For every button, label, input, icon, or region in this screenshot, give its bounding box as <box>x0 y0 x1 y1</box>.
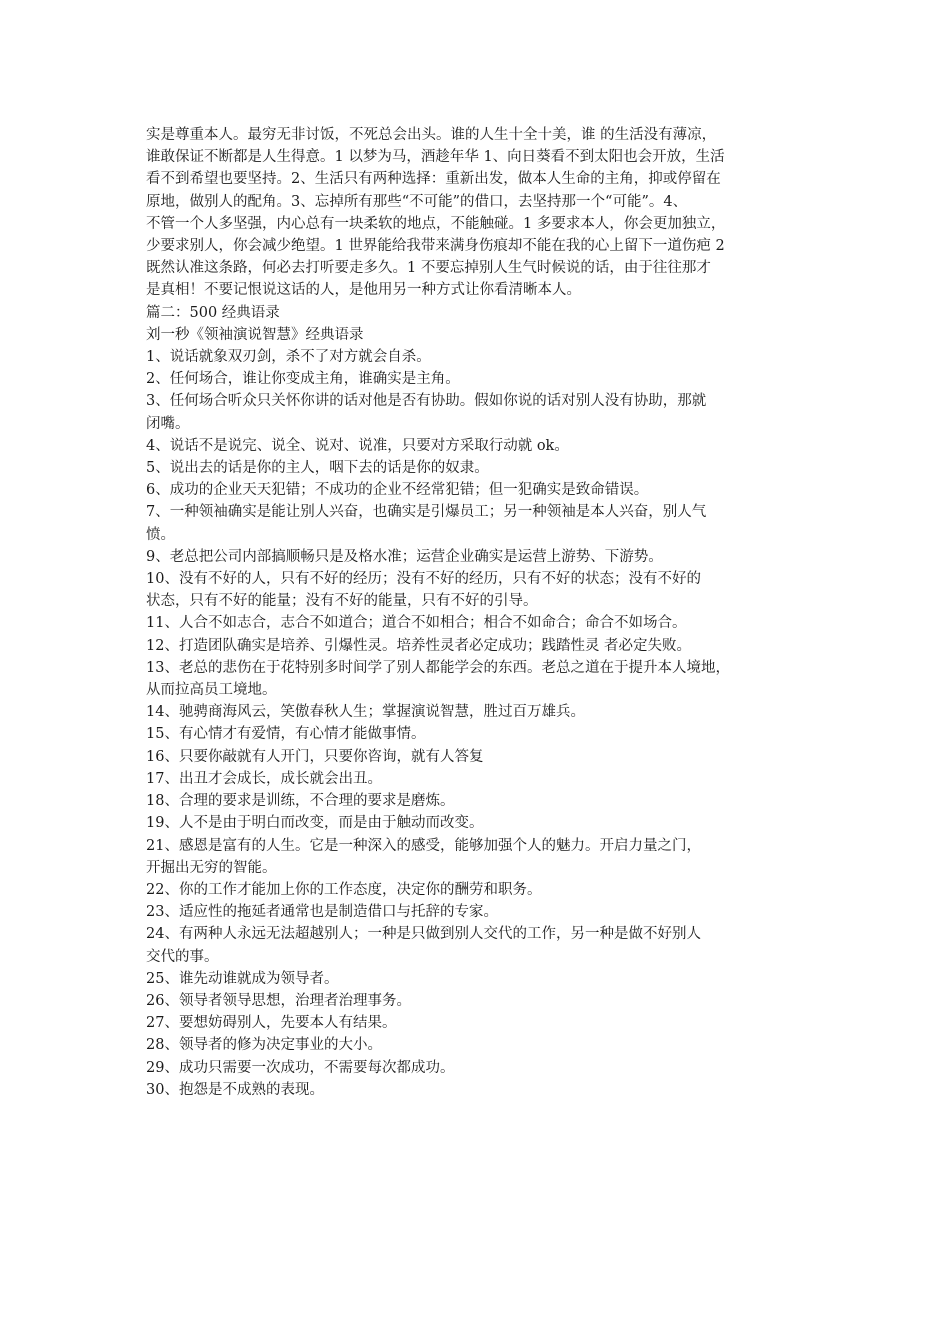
quote-list <box>146 346 826 1101</box>
quote-line: 21、感恩是富有的人生。它是一种深入的感受，能够加强个人的魅力。开启力量之门， <box>146 837 701 854</box>
quote-item <box>146 923 826 967</box>
quote-line: 28、领导者的修为决定事业的大小。 <box>146 1037 382 1054</box>
quote-line: 26、领导者领导思想，治理者治理事务。 <box>146 992 411 1009</box>
quote-item <box>146 879 826 901</box>
quote-item <box>146 612 826 634</box>
document-body <box>146 124 826 1101</box>
quote-line: 开掘出无穷的智能。 <box>146 859 277 876</box>
quote-item <box>146 1079 826 1101</box>
intro-paragraph <box>146 124 826 302</box>
intro-line: 实是尊重本人。最穷无非讨饭，不死总会出头。谁的人生十全十美，谁 的生活没有薄凉， <box>146 127 717 143</box>
quote-line: 25、谁先动谁就成为领导者。 <box>146 970 339 987</box>
quote-item <box>146 435 826 457</box>
quote-line: 15、有心情才有爱情，有心情才能做事情。 <box>146 726 426 743</box>
quote-line: 3、任何场合听众只关怀你讲的话对他是否有协助。假如你说的话对别人没有协助，那就 <box>146 393 707 410</box>
quote-item <box>146 1012 826 1034</box>
quote-item <box>146 501 826 545</box>
quote-item <box>146 701 826 723</box>
quote-item <box>146 568 826 612</box>
quote-item <box>146 479 826 501</box>
intro-line: 看不到希望也要坚持。2、生活只有两种选择：重新出发，做本人生命的主角，抑或停留在 <box>146 171 721 188</box>
quote-item <box>146 368 826 390</box>
quote-item <box>146 457 826 479</box>
quote-line: 从而拉高员工境地。 <box>146 682 277 699</box>
quote-line: 7、一种领袖确实是能让别人兴奋，也确实是引爆员工；另一种领袖是本人兴奋，别人气 <box>146 504 707 521</box>
intro-line: 谁敢保证不断都是人生得意。1 以梦为马，酒趁年华 1、向日葵看不到太阳也会开放，生活 <box>146 149 725 166</box>
quote-line: 状态，只有不好的能量；没有不好的能量，只有不好的引导。 <box>146 593 538 610</box>
quote-line: 29、成功只需要一次成功，不需要每次都成功。 <box>146 1059 455 1076</box>
quote-item <box>146 723 826 745</box>
intro-line: 原地，做别人的配角。3、忘掉所有那些“不可能”的借口，去坚持那一个“可能”。4、 <box>146 193 688 210</box>
quote-item <box>146 635 826 657</box>
subheading: 刘一秒《领袖演说智慧》经典语录 <box>146 326 364 343</box>
quote-line: 6、成功的企业天天犯错；不成功的企业不经常犯错；但一犯确实是致命错误。 <box>146 482 649 499</box>
quote-item <box>146 790 826 812</box>
intro-line: 不管一个人多坚强，内心总有一块柔软的地点，不能触碰。1 多要求本人，你会更加独立， <box>146 215 726 232</box>
quote-item <box>146 812 826 834</box>
quote-line: 30、抱怨是不成熟的表现。 <box>146 1081 324 1098</box>
section-heading: 篇二：500 经典语录 <box>146 304 280 321</box>
quote-line: 12、打造团队确实是培养、引爆性灵。培养性灵者必定成功；践踏性灵 者必定失败。 <box>146 637 692 654</box>
quote-line: 22、你的工作才能加上你的工作态度，决定你的酬劳和职务。 <box>146 881 542 898</box>
quote-line: 闭嘴。 <box>146 415 190 432</box>
quote-line: 11、人合不如志合，志合不如道合；道合不如相合；相合不如命合；命合不如场合。 <box>146 615 687 632</box>
quote-item <box>146 835 826 879</box>
quote-line: 24、有两种人永远无法超越别人；一种是只做到别人交代的工作，另一种是做不好别人 <box>146 926 701 943</box>
quote-line: 1、说话就象双刃剑，杀不了对方就会自杀。 <box>146 349 431 366</box>
quote-item <box>146 657 826 701</box>
quote-item <box>146 546 826 568</box>
quote-line: 27、要想妨碍别人，先要本人有结果。 <box>146 1015 397 1032</box>
quote-item <box>146 768 826 790</box>
quote-item <box>146 901 826 923</box>
quote-line: 交代的事。 <box>146 948 219 965</box>
quote-item <box>146 1034 826 1056</box>
quote-line: 16、只要你敲就有人开门，只要你咨询，就有人答复 <box>146 748 484 765</box>
quote-line: 14、驰骋商海风云，笑傲春秋人生；掌握演说智慧，胜过百万雄兵。 <box>146 704 585 721</box>
quote-line: 5、说出去的话是你的主人，咽下去的话是你的奴隶。 <box>146 460 489 477</box>
quote-line: 愤。 <box>146 526 175 543</box>
intro-line: 少要求别人，你会减少绝望。1 世界能给我带来满身伤痕却不能在我的心上留下一道伤疤 2 <box>146 238 725 255</box>
quote-line: 18、合理的要求是训练，不合理的要求是磨炼。 <box>146 793 455 810</box>
intro-line: 是真相！不要记恨说这话的人，是他用另一种方式让你看清晰本人。 <box>146 282 581 299</box>
quote-line: 19、人不是由于明白而改变，而是由于触动而改变。 <box>146 815 484 832</box>
quote-item <box>146 968 826 990</box>
quote-line: 4、说话不是说完、说全、说对、说准，只要对方采取行动就 ok。 <box>146 437 569 454</box>
quote-item <box>146 746 826 768</box>
quote-line: 9、老总把公司内部搞顺畅只是及格水准；运营企业确实是运营上游势、下游势。 <box>146 548 663 565</box>
quote-line: 17、出丑才会成长，成长就会出丑。 <box>146 770 382 787</box>
quote-line: 10、没有不好的人，只有不好的经历；没有不好的经历，只有不好的状态；没有不好的 <box>146 571 701 588</box>
quote-line: 23、适应性的拖延者通常也是制造借口与托辞的专家。 <box>146 904 498 921</box>
quote-line: 13、老总的悲伤在于花特别多时间学了别人都能学会的东西。老总之道在于提升本人境地， <box>146 659 730 676</box>
quote-line: 2、任何场合，谁让你变成主角，谁确实是主角。 <box>146 371 460 388</box>
quote-item <box>146 346 826 368</box>
quote-item <box>146 1057 826 1079</box>
intro-line: 既然认准这条路，何必去打听要走多久。1 不要忘掉别人生气时候说的话，由于往往那才 <box>146 260 711 277</box>
quote-item <box>146 390 826 434</box>
quote-item <box>146 990 826 1012</box>
